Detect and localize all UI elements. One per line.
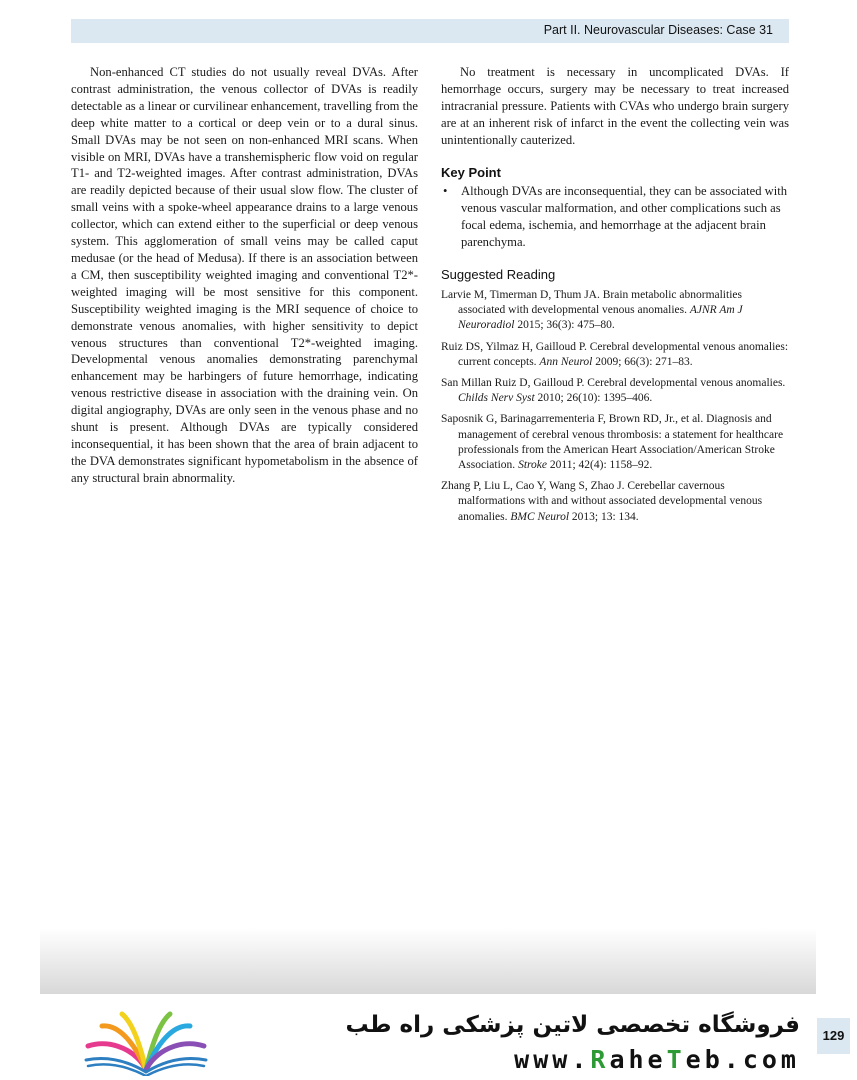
url-part: .com	[723, 1045, 800, 1074]
reference-journal: BMC Neurol	[510, 510, 570, 523]
reference-citation: 2009; 66(3): 271–83.	[592, 355, 693, 368]
reference-citation: 2011; 42(4): 1158–92.	[547, 459, 653, 471]
running-head: Part II. Neurovascular Diseases: Case 31	[543, 23, 773, 37]
suggested-reading-heading: Suggested Reading	[441, 267, 556, 283]
url-part: T	[666, 1045, 686, 1074]
reference-item	[441, 479, 789, 525]
reference-journal: Ann Neurol	[539, 355, 593, 368]
reference-citation: 2013; 13: 134.	[569, 510, 639, 523]
reference-text: San Millan Ruiz D, Gailloud P. Cerebral developmental venous anomalies.	[441, 376, 786, 389]
page-number: 129	[822, 1028, 845, 1043]
url-part: R	[590, 1045, 610, 1074]
body-paragraph: No treatment is necessary in uncomplicated DVAs. If hemorrhage occurs, surgery may be necessary to treat increased intracranial pressure. Patients with CVAs who undergo brain surgery are at an inherent risk of infarct in the event the collecting vein was unintentionally cauterized.	[441, 65, 789, 147]
key-point-item	[441, 183, 789, 251]
shop-name: فروشگاه تخصصی لاتین پزشکی راه طب	[345, 1012, 800, 1038]
reference-item	[441, 340, 789, 370]
reference-item	[441, 288, 789, 334]
bullet-icon: •	[443, 184, 448, 199]
url-part: www.	[514, 1045, 591, 1074]
reference-item	[441, 412, 789, 473]
reference-text: Larvie M, Timerman D, Thum JA. Brain metabolic abnormalities associated with developmental venous anomalies.	[441, 288, 742, 317]
reference-text: Zhang P, Liu L, Cao Y, Wang S, Zhao J. Cerebellar cavernous malformations with and without associated developmental venous anomalies.	[441, 480, 763, 523]
reference-text: Saposnik G, Barinagarrementeria F, Brown RD, Jr., et al. Diagnosis and management of cerebral venous thrombosis: a statement for healthcare professionals from the American Heart Association/American Stroke Association.	[441, 413, 784, 471]
page-number-box	[817, 1018, 850, 1054]
shop-url	[458, 1045, 800, 1074]
page-bottom-shadow	[40, 928, 816, 994]
url-part: eb	[685, 1045, 724, 1074]
right-column	[441, 64, 789, 531]
body-paragraph: Non-enhanced CT studies do not usually reveal DVAs. After contrast administration, the venous collector of DVAs is readily detectable as a linear or curvilinear enhancement, travelling from the deep white matter to a cortical or deep vein or to a dural sinus. Small DVAs may be not seen on non-enhanced MRI scans. When visible on MRI, DVAs have a transhemispheric flow void on regular T1- and T2-weighted images. After contrast administration, DVAs are readily depicted because of their usual slow flow. The cluster of small veins with a spoke-wheel appearance drains to a large venous collector, which can extend either to the superficial or deep venous system. This agglomeration of small veins may be called caput medusae (or the head of Medusa). If there is an association between a CM, then susceptibility weighted imaging and conventional T2*-weighted imaging will be most sensitive for this component. Susceptibility weighted imaging is the MRI sequence of choice to demonstrate venous anomalies, with higher sensitivity to depict venous structures than conventional T2*-weighted imaging. Developmental venous anomalies demonstrating parenchymal enhancement may be harbingers of future hemorrhage, indicating venous restrictive disease in association with the draining vein. On digital angiography, DVAs are only seen in the venous phase and no shunt is present. Although DVAs are typically considered inconsequential, it has been shown that the area of brain adjacent to the DVA demonstrates significant hypometabolism in the absence of any structural brain abnormality.	[71, 65, 418, 485]
reference-item	[441, 376, 789, 406]
reference-citation: 2015; 36(3): 475–80.	[514, 319, 615, 332]
reference-text: Ruiz DS, Yilmaz H, Gailloud P. Cerebral developmental venous anomalies: current concepts.	[441, 340, 789, 368]
reference-journal: Childs Nerv Syst	[458, 392, 535, 405]
left-column	[71, 64, 418, 487]
book-logo-icon	[82, 1010, 210, 1076]
reference-journal: Stroke	[518, 459, 548, 471]
url-part: ahe	[609, 1045, 667, 1074]
reference-journal: AJNR Am J Neuroradiol	[458, 304, 743, 332]
key-point-heading: Key Point	[441, 164, 501, 180]
reference-citation: 2010; 26(10): 1395–406.	[534, 392, 653, 405]
key-point-text: Although DVAs are inconsequential, they can be associated with venous vascular malformation, and other complications such as focal edema, ischemia, and hemorrhage at the adjacent brain parenchyma.	[461, 184, 788, 250]
running-head-bar	[71, 19, 789, 43]
